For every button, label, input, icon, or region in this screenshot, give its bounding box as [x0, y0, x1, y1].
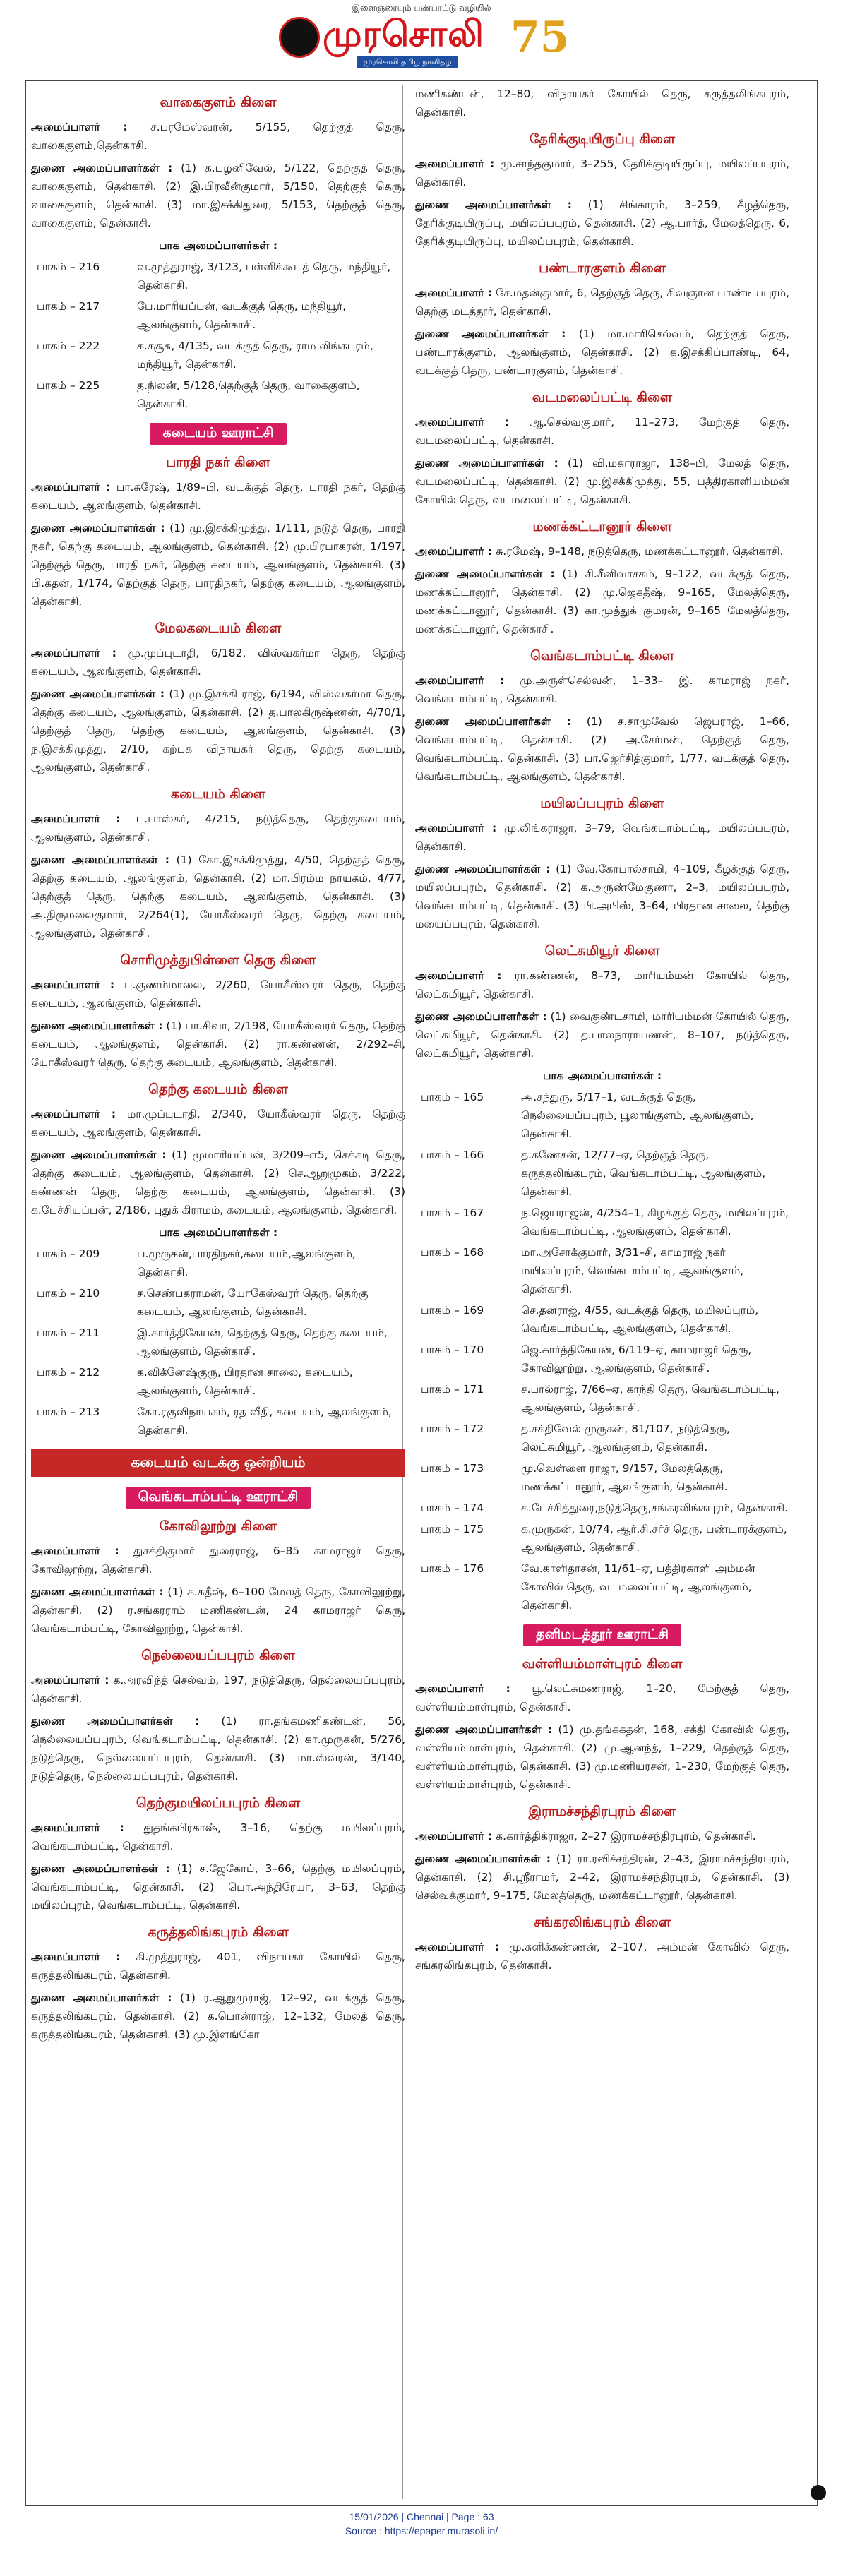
bearer-details: (1) மு.இசக்கி ராஜ், 6/194, விஸ்வகர்மா தெரு, தெற்கு கடையம், ஆலங்குளம், தென்காசி. (2) த.பாலகிருஷ்ணன், 4/70/1, தெற்குத் தெரு, தெற்கு கடையம், ஆலங்குளம், தென்காசி. (3) ந.இசக்கிமுத்து, 2/10, கற்பக விநாயகர் தெரு, தெற்கு கடையம், ஆலங்குளம், தென்காசி. [31, 688, 405, 774]
booth-row [415, 1341, 789, 1377]
branch-title: சொரிமுத்துபிள்ளை தெரு கிளை [120, 952, 316, 968]
bearer-details: சே.மதன்குமார், 6, தெற்குத் தெரு, சிவஞான பாண்டியபுரம், தெற்கு மடத்தூர், தென்காசி. [415, 287, 790, 318]
role-label: அமைப்பாளர் : [31, 647, 116, 659]
booth-number: பாகம் – 167 [421, 1206, 484, 1219]
emblem-icon [279, 17, 320, 58]
role-label: துணை அமைப்பாளர்கள் : [31, 853, 169, 866]
bearer-details: (1) வி.மகாராஜா, 138–பி, மேலத் தெரு, வடமலைப்பட்டி, தென்காசி. (2) மு.இசக்கிமுத்து, 55, பத்திரகாளியம்மன் கோயில் தெரு, வடமலைப்பட்டி, தென்காசி. [415, 457, 790, 506]
booth-number: பாகம் – 169 [421, 1304, 484, 1317]
page-marker-icon [811, 2485, 826, 2500]
role-label: துணை அமைப்பாளர்கள் : [415, 1852, 551, 1865]
booth-details: மா.அசோக்குமார், 3/31–சி, காமராஜ் நகர் மயிலப்புரம், வெங்கடாம்பட்டி, ஆலங்குளம், தென்காசி. [521, 1246, 744, 1295]
continued-text: மணிகண்டன், 12–80, விநாயகர் கோயில் தெரு, கருத்தலிங்கபுரம், தென்காசி. [415, 88, 789, 119]
branch-title: வள்ளியம்மாள்புரம் கிளை [522, 1656, 683, 1672]
booth-row [415, 1459, 789, 1496]
booth-details: வே.காளிதாசன், 11/61–ஏ, பத்திரகாளி அம்மன் கோவில் தெரு, வடமலைப்பட்டி, ஆலங்குளம், தென்காசி. [521, 1562, 755, 1612]
bearer-details: (1) ர.ஆறுமுராஜ், 12–92, வடக்குத் தெரு, கருத்தலிங்கபுரம், தென்காசி. (2) க.பொன்ராஜ், 12–132, மேலத் தெரு, கருத்தலிங்கபுரம், தென்காசி. (3) மு.இளங்கோ [31, 1991, 405, 2041]
booth-number: பாகம் – 176 [421, 1562, 484, 1575]
left-column [31, 85, 405, 2048]
booth-number: பாகம் – 170 [421, 1343, 484, 1356]
office-bearer-entry [415, 155, 789, 191]
role-label: அமைப்பாளர் : [31, 813, 121, 825]
booth-details: அ.சந்துரு, 5/17–1, வடக்குத் தெரு, நெல்லையப்பபுரம், பூலாங்குளம், ஆலங்குளம், தென்காசி. [521, 1091, 754, 1140]
office-bearer-entry [415, 1007, 789, 1062]
office-bearer-entry [415, 454, 789, 509]
office-bearer-entry [31, 159, 405, 232]
branch-title: சங்கரலிங்கபுரம் கிளை [534, 1915, 671, 1930]
branch-title: தெற்குமயிலப்பபுரம் கிளை [136, 1795, 301, 1811]
booth-number: பாகம் – 216 [37, 260, 100, 273]
branch-section [31, 621, 405, 777]
bearer-details: சு.ரமேஷ், 9–148, நடுத்தெரு, மணக்கட்டானூர், தென்காசி. [496, 545, 784, 558]
branch-section [415, 131, 789, 251]
role-label: துணை அமைப்பாளர்கள் : [31, 1586, 164, 1598]
office-bearer-entry [31, 1712, 405, 1785]
office-bearer-entry [415, 966, 789, 1003]
role-label: அமைப்பாளர் : [415, 545, 493, 558]
bearer-details: (1) க.சுதீஷ், 6–100 மேலத் தெரு, கோவிலூற்று, தென்காசி. (2) ர.சங்கரராம் மணிகண்டன், 24 காமராஜர் தெரு, வெங்கடாம்பட்டி, கோவிலூற்று, தென்காசி. [31, 1586, 405, 1635]
role-label: அமைப்பாளர் : [31, 1545, 119, 1557]
panchayat-heading: தனிமடத்தூர் ஊராட்சி [523, 1624, 681, 1646]
bearer-details: (1) ச.சாமுவேல் ஜெபராஜ், 1–66, வெங்கடாம்பட்டி, தென்காசி. (2) அ.சேர்மன், தெற்குத் தெரு, வெங்கடாம்பட்டி, தென்காசி. (3) பா.ஜெர்சித்குமார், 1/77, வடக்குத் தெரு, வெங்கடாம்பட்டி, ஆலங்குளம், தென்காசி. [415, 715, 789, 783]
branch-section [31, 1924, 405, 2044]
bearer-details: மு.லிங்கராஜா, 3–79, வெங்கடாம்பட்டி, மயிலப்பபுரம், தென்காசி. [415, 822, 789, 853]
role-label: துணை அமைப்பாளர்கள் : [415, 457, 558, 469]
bearer-details: துசக்திகுமார் துரைராஜ், 6–85 காமராஜர் தெரு, கோவிலூற்று, தென்காசி. [31, 1545, 405, 1576]
role-label: அமைப்பாளர் : [415, 416, 510, 429]
role-label: அமைப்பாளர் : [31, 1108, 116, 1120]
booth-details: ச.செண்பகராமன், யோகேஸ்வரர் தெரு, தெற்கு கடையம், ஆலங்குளம், தென்காசி. [137, 1287, 369, 1318]
office-bearer-entry [415, 1679, 789, 1716]
masthead-tagline: இளைஞரையும் பண்பாட்டு வழியில் [352, 3, 491, 13]
role-label: துணை அமைப்பாளர்கள் : [31, 1862, 170, 1875]
booth-details: க.விக்னேஷ்குரு, பிரதான சாலை, கடையம், ஆலங்குளம், தென்காசி. [137, 1366, 353, 1397]
booth-row [31, 1363, 405, 1400]
booth-number: பாகம் – 209 [37, 1247, 100, 1260]
role-label: அமைப்பாளர் : [415, 287, 493, 299]
branch-title: கோவிலூற்று கிளை [159, 1518, 277, 1534]
branch-title: கடையம் கிளை [170, 786, 266, 802]
booth-row [31, 1284, 405, 1321]
bearer-details: (1) ச.ஜேகோப், 3–66, தெற்கு மயிலப்புரம், வெங்கடாம்பட்டி, தென்காசி. (2) பொ.அந்திரேயா, 3–63, தெற்கு மயிலப்புரம், வெங்கடாம்பட்டி, தென்காசி. [31, 1862, 405, 1912]
branch-section [415, 1804, 789, 1905]
role-label: துணை அமைப்பாளர்கள் : [415, 863, 551, 875]
branch-section [415, 1915, 789, 1975]
booth-details: த.நிலன், 5/128,தெற்குத் தெரு, வாகைகுளம், தென்காசி. [137, 379, 360, 410]
bearer-details: துதங்கபிரகாஷ், 3–16, தெற்கு மயிலப்புரம், வெங்கடாம்பட்டி, தென்காசி. [31, 1821, 405, 1852]
office-bearer-entry [415, 1850, 789, 1905]
bearer-details: ரா.கண்ணன், 8–73, மாரியம்மன் கோயில் தெரு, லெட்சுமியூர், தென்காசி. [415, 969, 789, 1000]
branch-section [415, 943, 789, 1615]
masthead [0, 0, 843, 71]
role-label: அமைப்பாளர் : [415, 1941, 499, 1953]
booth-number: பாகம் – 165 [421, 1091, 484, 1103]
bearer-details: கி.முத்துராஜ், 401, விநாயகர் கோயில் தெரு, கருத்தலிங்கபுரம், தென்காசி. [31, 1951, 405, 1982]
role-label: அமைப்பாளர் : [415, 1682, 510, 1695]
branch-section [31, 1795, 405, 1915]
role-label: துணை அமைப்பாளர்கள் : [31, 162, 173, 174]
office-bearer-entry [415, 565, 789, 638]
office-bearer-entry [415, 712, 789, 786]
role-label: துணை அமைப்பாளர்கள் : [31, 1715, 200, 1727]
booth-number: பாகம் – 217 [37, 300, 100, 313]
branch-section [31, 1648, 405, 1785]
bearer-details: பூ.லெட்சுமணராஜ், 1–20, மேற்குத் தெரு, வள்ளியம்மாள்புரம், தென்காசி. [415, 1682, 789, 1713]
office-bearer-entry [31, 810, 405, 846]
branch-title: கருத்தலிங்கபுரம் கிளை [148, 1924, 289, 1940]
office-bearer-entry [415, 196, 789, 251]
branch-section [31, 786, 405, 942]
role-label: அமைப்பாளர் : [415, 157, 495, 170]
anniversary-badge: 75 [510, 13, 570, 62]
office-bearer-entry [415, 542, 789, 561]
office-bearer-entry [415, 1827, 789, 1845]
booth-row [415, 1146, 789, 1201]
role-label: அமைப்பாளர் : [31, 481, 111, 493]
role-label: துணை அமைப்பாளர்கள் : [415, 568, 555, 580]
office-bearer-entry [415, 413, 789, 450]
office-bearer-entry [31, 1819, 405, 1855]
bearer-details: பா.சுரேஷ், 1/89–பி, வடக்குத் தெரு, பாரதி நகர், தெற்கு கடையம், ஆலங்குளம், தென்காசி. [31, 481, 405, 512]
booth-row [31, 1324, 405, 1360]
union-heading: கடையம் வடக்கு ஒன்றியம் [31, 1449, 405, 1477]
role-label: அமைப்பாளர் : [31, 1674, 109, 1687]
bearer-details: மா.முப்புடாதி, 2/340, யோகீஸ்வரர் தெரு, தெற்கு கடையம், ஆலங்குளம், தென்காசி. [31, 1108, 405, 1139]
office-bearer-entry [31, 685, 405, 777]
branch-section [415, 1656, 789, 1794]
branch-section [31, 1518, 405, 1638]
office-bearer-entry [31, 1542, 405, 1578]
bearer-details: (1) வே.கோபால்சாமி, 4–109, கீழக்குத் தெரு, மயிலப்பபுரம், தென்காசி. (2) க.அருண்மேகுணா, 2–3, மயிலப்பபுரம், வெங்கடாம்பட்டி, தென்காசி. (3) பி.அபிஸ், 3–64, பிரதான சாலை, தெற்கு மயைப்பபுரம், தென்காசி. [415, 863, 790, 930]
booth-heading: பாக அமைப்பாளர்கள் : [158, 239, 278, 252]
bearer-details: மு.சாந்தகுமார், 3–255, தேரிக்குடியிருப்பு, மயிலப்பபுரம், தென்காசி. [415, 157, 789, 188]
office-bearer-entry [415, 325, 789, 380]
bearer-details: (1) பா.சிவா, 2/198, யோகீஸ்வரர் தெரு, தெற்கு கடையம், ஆலங்குளம், தென்காசி. (2) ரா.கண்ணன், 2/292–சி, யோகீஸ்வரர் தெரு, தெற்கு கடையம், ஆலங்குளம், தென்காசி. [31, 1019, 405, 1069]
bearer-details: (1) மா.மாரிசெல்வம், தெற்குத் தெரு, பண்டாரக்குளம், ஆலங்குளம், தென்காசி. (2) க.இசக்கிப்பாண்டி, 64, வடக்குத் தெரு, பண்டாரகுளம், தென்காசி. [415, 328, 789, 377]
booth-number: பாகம் – 166 [421, 1149, 484, 1161]
office-bearer-entry [31, 118, 405, 155]
role-label: துணை அமைப்பாளர்கள் : [31, 522, 165, 534]
bearer-details: (1) மு.இசக்கிமுத்து, 1/111, நடுத் தெரு, பாரதி நகர், தெற்கு கடையம், ஆலங்குளம், தென்காசி. (2) மு.பிரபாகரன், 1/197, தெற்குத் தெரு, பாரதி நகர், தெற்கு கடையம், ஆலங்குளம், தென்காசி. (3) பி.கதன், 1/174, தெற்குத் தெரு, பாரதிநகர், தெற்கு கடையம், ஆலங்குளம், தென்காசி. [31, 522, 405, 608]
role-label: அமைப்பாளர் : [31, 978, 115, 991]
branch-title: நெல்லையப்பபுரம் கிளை [141, 1648, 295, 1663]
office-bearer-entry [31, 1017, 405, 1072]
booth-details: த.கணேசன், 12/77–ஏ, தெற்குத் தெரு, கருத்தலிங்கபுரம், வெங்கடாம்பட்டி, ஆலங்குளம், தென்காசி. [521, 1149, 766, 1198]
bearer-details: (1) ரா.ரவிச்சந்திரன், 2–43, இராமச்சந்திரபுரம், தென்காசி. (2) சி.ஸ்ரீராமர், 2–42, இராமச்சந்திரபுரம், தென்காசி. (3) செல்வக்குமார், 9–175, மேலத்தெரு, மணக்கட்டானூர், தென்காசி. [415, 1852, 789, 1902]
booth-details: க.சசூசு, 4/135, வடக்குத் தெரு, ராம லிங்கபுரம், மந்தியூர், தென்காசி. [137, 340, 373, 371]
booth-row [31, 1245, 405, 1281]
booth-details: ச.பால்ராஜ், 7/66–ஏ, காந்தி தெரு, வெங்கடாம்பட்டி, ஆலங்குளம், தென்காசி. [521, 1383, 779, 1414]
branch-section [415, 796, 789, 933]
booth-number: பாகம் – 175 [421, 1523, 484, 1535]
booth-details: ஜெ.கார்த்திகேயன், 6/119–ஏ, காமராஜர் தெரு, கோவிலூற்று, ஆலங்குளம், தென்காசி. [521, 1343, 752, 1374]
role-label: துணை அமைப்பாளர்கள் : [31, 1019, 163, 1032]
bearer-details: மு.அருள்செல்வன், 1–33– இ. காமராஜ் நகர், வெங்கடாம்பட்டி, தென்காசி. [415, 674, 789, 705]
branch-title: மயிலப்பபுரம் கிளை [540, 796, 664, 811]
branch-title: தெற்கு கடையம் கிளை [148, 1082, 288, 1097]
booth-row [31, 258, 405, 294]
role-label: துணை அமைப்பாளர்கள் : [415, 715, 571, 728]
booth-number: பாகம் – 213 [37, 1406, 100, 1418]
office-bearer-entry [415, 1938, 789, 1975]
booth-details: க.பேச்சித்துரை,நடுத்தெரு,சங்கரலிங்கபுரம், தென்காசி. [521, 1502, 789, 1514]
booth-number: பாகம் – 168 [421, 1246, 484, 1259]
office-bearer-entry [31, 851, 405, 942]
booth-details: ப.முருகன்,பாரதிநகர்,கடையம்,ஆலங்குளம், தென்காசி. [137, 1247, 356, 1278]
bearer-details: (1) க.பழனிவேல், 5/122, தெற்குத் தெரு, வாகைகுளம், தென்காசி. (2) இ.பிரவீன்குமார், 5/150, தெற்குத் தெரு, வாகைகுளம், தென்காசி. (3) மா.இசக்கிதுரை, 5/153, தெற்குத் தெரு, வாகைகுளம், தென்காசி. [31, 162, 405, 229]
bearer-details: ஆ.செல்வகுமார், 11–273, மேற்குத் தெரு, வடமலைப்பட்டி, தென்காசி. [415, 416, 789, 447]
bearer-details: மு.முப்புடாதி, 6/182, விஸ்வகர்மா தெரு, தெற்கு கடையம், ஆலங்குளம், தென்காசி. [31, 647, 405, 678]
booth-number: பாகம் – 222 [37, 340, 100, 352]
booth-row [31, 376, 405, 413]
booth-details: பே.மாரியப்பன், வடக்குத் தெரு, மந்தியூர், ஆலங்குளம், தென்காசி. [137, 300, 347, 331]
office-bearer-entry [31, 519, 405, 611]
booth-details: இ.கார்த்திகேயன், தெற்குத் தெரு, தெற்கு கடையம், ஆலங்குளம், தென்காசி. [137, 1326, 388, 1358]
role-label: அமைப்பாளர் : [31, 121, 128, 133]
booth-details: செ.தனராஜ், 4/55, வடக்குத் தெரு, மயிலப்புரம், வெங்கடாம்பட்டி, ஆலங்குளம், தென்காசி. [521, 1304, 759, 1335]
panchayat-heading: கடையம் ஊராட்சி [150, 423, 286, 445]
office-bearer-entry [31, 1671, 405, 1708]
booth-details: க.முருகன், 10/74, ஆர்.சி.சர்ச் தெரு, பண்டாரக்குளம், ஆலங்குளம், தென்காசி. [521, 1523, 787, 1554]
branch-title: லெட்சுமியூர் கிளை [544, 943, 660, 959]
bearer-details: (1) சிங்காரம், 3–259, கீழத்தெரு, தேரிக்குடியிருப்பு, மயிலப்பபுரம், தென்காசி. (2) ஆ.பார்த், மேலத்தெரு, 6, தேரிக்குடியிருப்பு, மயிலப்பபுரம், தென்காசி. [415, 198, 789, 248]
panchayat-heading: வெங்கடாம்பட்டி ஊராட்சி [126, 1487, 311, 1509]
branch-section [415, 519, 789, 638]
booth-details: வ.முத்துராஜ், 3/123, பள்ளிக்கூடத் தெரு, மந்தியூர், தென்காசி. [137, 260, 391, 292]
booth-details: கோ.ரகுவிநாயகம், ரத வீதி, கடையம், ஆலங்குளம், தென்காசி. [137, 1406, 392, 1437]
bearer-details: ப.குணம்மாலை, 2/260, யோகீஸ்வரர் தெரு, தெற்கு கடையம், ஆலங்குளம், தென்காசி. [31, 978, 406, 1010]
role-label: துணை அமைப்பாளர்கள் : [31, 1149, 167, 1161]
booth-number: பாகம் – 171 [421, 1383, 484, 1396]
branch-title: மேலகடையம் கிளை [155, 621, 282, 636]
right-column [415, 85, 789, 1979]
bearer-details: ச.பரமேஸ்வரன், 5/155, தெற்குத் தெரு, வாகைகுளம்,தென்காசி. [31, 121, 405, 152]
role-label: அமைப்பாளர் : [415, 674, 505, 687]
office-bearer-entry [31, 976, 405, 1012]
office-bearer-entry [31, 644, 405, 681]
bearer-details: (1) மு.தங்ககதன், 168, சக்தி கோவில் தெரு, வள்ளியம்மாள்புரம், தென்காசி. (2) மு.ஆனந்த், 1–229, தெற்குத் தெரு, வள்ளியம்மாள்புரம், தென்காசி. (3) மு.மணியரசன், 1–230, மேற்குத் தெரு, வள்ளியம்மாள்புரம், தென்காசி. [415, 1723, 789, 1791]
office-bearer-entry [31, 1989, 405, 2044]
logo-subtitle: முரசொலி தமிழ் நாளிதழ் [357, 56, 458, 68]
logo-text: முரசொலி [323, 13, 484, 54]
booth-number: பாகம் – 211 [37, 1326, 100, 1339]
branch-section [31, 95, 405, 413]
bearer-details: க.அரவிந்த் செல்வம், 197, நடுத்தெரு, நெல்லையப்பபுரம், தென்காசி. [31, 1674, 405, 1705]
branch-title: வாகைகுளம் கிளை [160, 95, 277, 110]
role-label: அமைப்பாளர் : [415, 969, 502, 982]
role-label: அமைப்பாளர் : [415, 822, 497, 834]
office-bearer-entry [415, 284, 789, 320]
booth-number: பாகம் – 210 [37, 1287, 100, 1300]
branch-section [415, 260, 789, 380]
branch-section [31, 952, 405, 1072]
booth-row [415, 1499, 789, 1517]
branch-section [31, 455, 405, 611]
page-footer [0, 2510, 843, 2538]
office-bearer-entry [415, 671, 789, 708]
branch-title: வடமலைப்பட்டி கிளை [532, 390, 673, 405]
booth-row [415, 1243, 789, 1298]
booth-details: த.சக்திவேல் முருகன், 81/107, நடுத்தெரு, லெட்சுமியூர், ஆலங்குளம், தென்காசி. [521, 1422, 730, 1454]
bearer-details: ப.பாஸ்கர், 4/215, நடுத்தெரு, தெற்குகடையம், ஆலங்குளம், தென்காசி. [31, 813, 405, 844]
booth-number: பாகம் – 172 [421, 1422, 484, 1435]
booth-row [31, 337, 405, 373]
office-bearer-entry [415, 1720, 789, 1794]
booth-heading: பாக அமைப்பாளர்கள் : [542, 1070, 662, 1082]
footer-source[interactable]: Source : https://epaper.murasoli.in/ [345, 2525, 498, 2536]
role-label: அமைப்பாளர் : [415, 1830, 493, 1843]
booth-details: ந.ஜெயராஜன், 4/254–1, கிழக்குத் தெரு, மயிலப்புரம், வெங்கடாம்பட்டி, ஆலங்குளம், தென்காசி. [521, 1206, 789, 1238]
booth-heading: பாக அமைப்பாளர்கள் : [158, 1226, 278, 1239]
bearer-details: (1) முமாரியப்பன், 3/209–எ5, செக்கடி தெரு, தெற்கு கடையம், ஆலங்குளம், தென்காசி. (2) செ.ஆறுமுகம், 3/222, கண்ணன் தெரு, தெற்கு கடையம், ஆலங்குளம், தென்காசி. (3) க.பேச்சியப்பன், 2/186, புதுக் கிராமம், கடையம், ஆலங்குளம், தென்காசி. [31, 1149, 406, 1216]
role-label: துணை அமைப்பாளர்கள் : [415, 328, 566, 340]
office-bearer-entry [31, 1948, 405, 1984]
bearer-details: க.கார்த்திக்ராஜா, 2–27 இராமச்சந்திரபுரம், தென்காசி. [496, 1830, 756, 1843]
bearer-details: (1) வைகுண்டசாமி, மாரியம்மன் கோயில் தெரு, லெட்சுமியூர், தென்காசி. (2) த.பாலநாராயணன், 8–107, நடுத்தெரு, லெட்சுமியூர், தென்காசி. [415, 1010, 789, 1060]
bearer-details: மு.சுளிக்கண்ணன், 2–107, அம்மன் கோவில் தெரு, சங்கரலிங்கபுரம், தென்காசி. [415, 1941, 789, 1972]
booth-details: மு.வெள்ளை ராஜா, 9/157, மேலத்தெரு, மணக்கட்டானூர், ஆலங்குளம், தென்காசி. [521, 1462, 728, 1493]
booth-row [415, 1204, 789, 1240]
booth-row [415, 1088, 789, 1143]
footer-date-page: 15/01/2026 | Chennai | Page : 63 [349, 2511, 494, 2522]
booth-row [415, 1380, 789, 1417]
booth-number: பாகம் – 174 [421, 1502, 484, 1514]
booth-row [31, 1403, 405, 1439]
branch-title: தேரிக்குடியிருப்பு கிளை [529, 131, 676, 147]
branch-section [415, 390, 789, 509]
branch-section [415, 648, 789, 786]
role-label: அமைப்பாளர் : [31, 1821, 124, 1834]
bearer-details: (1) சி.சீனிவாசகம், 9–122, வடக்குத் தெரு, மணக்கட்டானூர், தென்காசி. (2) மு.ஜெகதீஷ், 9–165, மேலத்தெரு, மணக்கட்டானூர், தென்காசி. (3) கா.முத்துக் குமரன், 9–165 மேலத்தெரு, மணக்கட்டானூர், தென்காசி. [415, 568, 789, 635]
newspaper-logo[interactable] [279, 13, 568, 68]
booth-row [415, 1301, 789, 1338]
role-label: துணை அமைப்பாளர்கள் : [31, 1991, 172, 2004]
office-bearer-entry [31, 1105, 405, 1142]
office-bearer-entry [415, 860, 789, 933]
booth-number: பாகம் – 225 [37, 379, 100, 392]
bearer-details: (1) கோ.இசக்கிமுத்து, 4/50, தெற்குத் தெரு, தெற்கு கடையம், ஆலங்குளம், தென்காசி. (2) மா.பிரம்ம நாயகம், 4/77, தெற்குத் தெரு, தெற்கு கடையம், ஆலங்குளம், தென்காசி. (3) அ.திருமலைகுமார், 2/264(1), யோகீஸ்வரர் தெரு, தெற்கு கடையம், ஆலங்குளம், தென்காசி. [31, 853, 406, 940]
branch-title: மணக்கட்டானூர் கிளை [532, 519, 672, 534]
branch-title: பாரதி நகர் கிளை [166, 455, 270, 470]
branch-title: இராமச்சந்திரபுரம் கிளை [528, 1804, 676, 1819]
office-bearer-entry [31, 1583, 405, 1638]
branch-title: வெங்கடாம்பட்டி கிளை [530, 648, 674, 664]
booth-number: பாகம் – 173 [421, 1462, 484, 1475]
booth-row [415, 1420, 789, 1456]
booth-row [415, 1559, 789, 1615]
office-bearer-entry [31, 1146, 405, 1219]
booth-row [31, 297, 405, 334]
role-label: துணை அமைப்பாளர்கள் : [415, 1010, 547, 1023]
role-label: துணை அமைப்பாளர்கள் : [415, 1723, 552, 1736]
booth-number: பாகம் – 212 [37, 1366, 100, 1379]
office-bearer-entry [31, 1859, 405, 1915]
bearer-details: (1) ரா.தங்கமணிகண்டன், 56, நெல்லையப்பபுரம், வெங்கடாம்பட்டி, தென்காசி. (2) கா.முருகன், 5/276, நடுத்தெரு, நெல்லையப்பபுரம், தென்காசி. (3) மா.ஸ்வரன், 3/140, நடுத்தெரு, நெல்லையப்பபுரம், தென்காசி. [31, 1715, 405, 1783]
branch-title: பண்டாரகுளம் கிளை [539, 260, 666, 276]
branch-section [31, 1082, 405, 1439]
booth-row [415, 1520, 789, 1557]
office-bearer-entry [415, 819, 789, 856]
role-label: துணை அமைப்பாளர்கள் : [415, 198, 572, 211]
office-bearer-entry [31, 478, 405, 515]
role-label: அமைப்பாளர் : [31, 1951, 121, 1963]
role-label: துணை அமைப்பாளர்கள் : [31, 688, 165, 700]
